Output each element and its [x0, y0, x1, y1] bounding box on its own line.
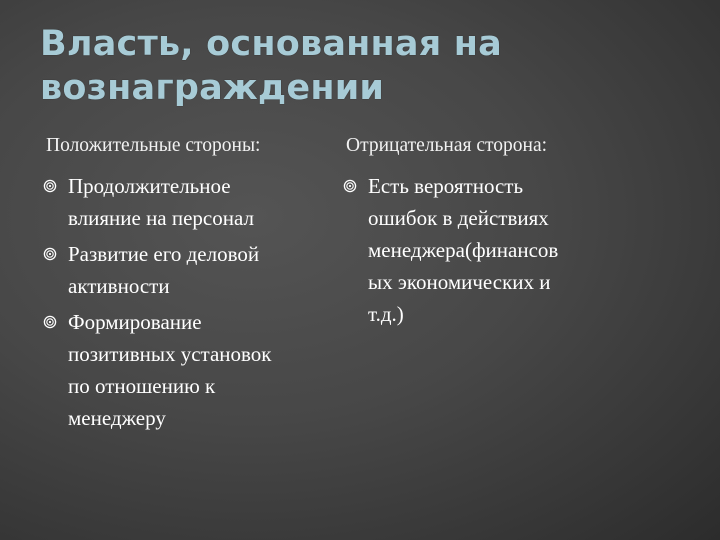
list-item: [40, 306, 336, 434]
title-line: Власть, основанная на: [40, 24, 503, 64]
item-text-line: Продолжительное: [68, 174, 231, 198]
list-item: [340, 170, 676, 330]
list-item: [40, 170, 336, 234]
slide-title: [40, 22, 680, 110]
ring-bullet-icon: [43, 179, 57, 193]
item-text-line: ошибок в действиях: [368, 206, 549, 230]
pros-column: [46, 133, 336, 438]
item-text-line: влияние на персонал: [68, 206, 254, 230]
item-text-line: менеджеру: [68, 406, 166, 430]
cons-list: [346, 170, 676, 330]
item-text-line: активности: [68, 274, 170, 298]
item-text-line: Есть вероятность: [368, 174, 524, 198]
item-text-line: менеджера(финансов: [368, 238, 559, 262]
item-text-line: Формирование: [68, 310, 202, 334]
cons-header: Отрицательная сторона:: [346, 135, 548, 156]
ring-bullet-icon: [43, 247, 57, 261]
pros-list: [46, 170, 336, 434]
item-text-line: ых экономических и: [368, 270, 551, 294]
cons-column: [346, 133, 676, 334]
item-text-line: позитивных установок: [68, 342, 272, 366]
list-item: [40, 238, 336, 302]
item-text-line: Развитие его деловой: [68, 242, 260, 266]
item-text-line: по отношению к: [68, 374, 216, 398]
ring-bullet-icon: [43, 315, 57, 329]
pros-header: Положительные стороны:: [46, 135, 261, 156]
item-text-line: т.д.): [368, 302, 404, 326]
ring-bullet-icon: [343, 179, 357, 193]
title-line: вознаграждении: [40, 68, 385, 108]
